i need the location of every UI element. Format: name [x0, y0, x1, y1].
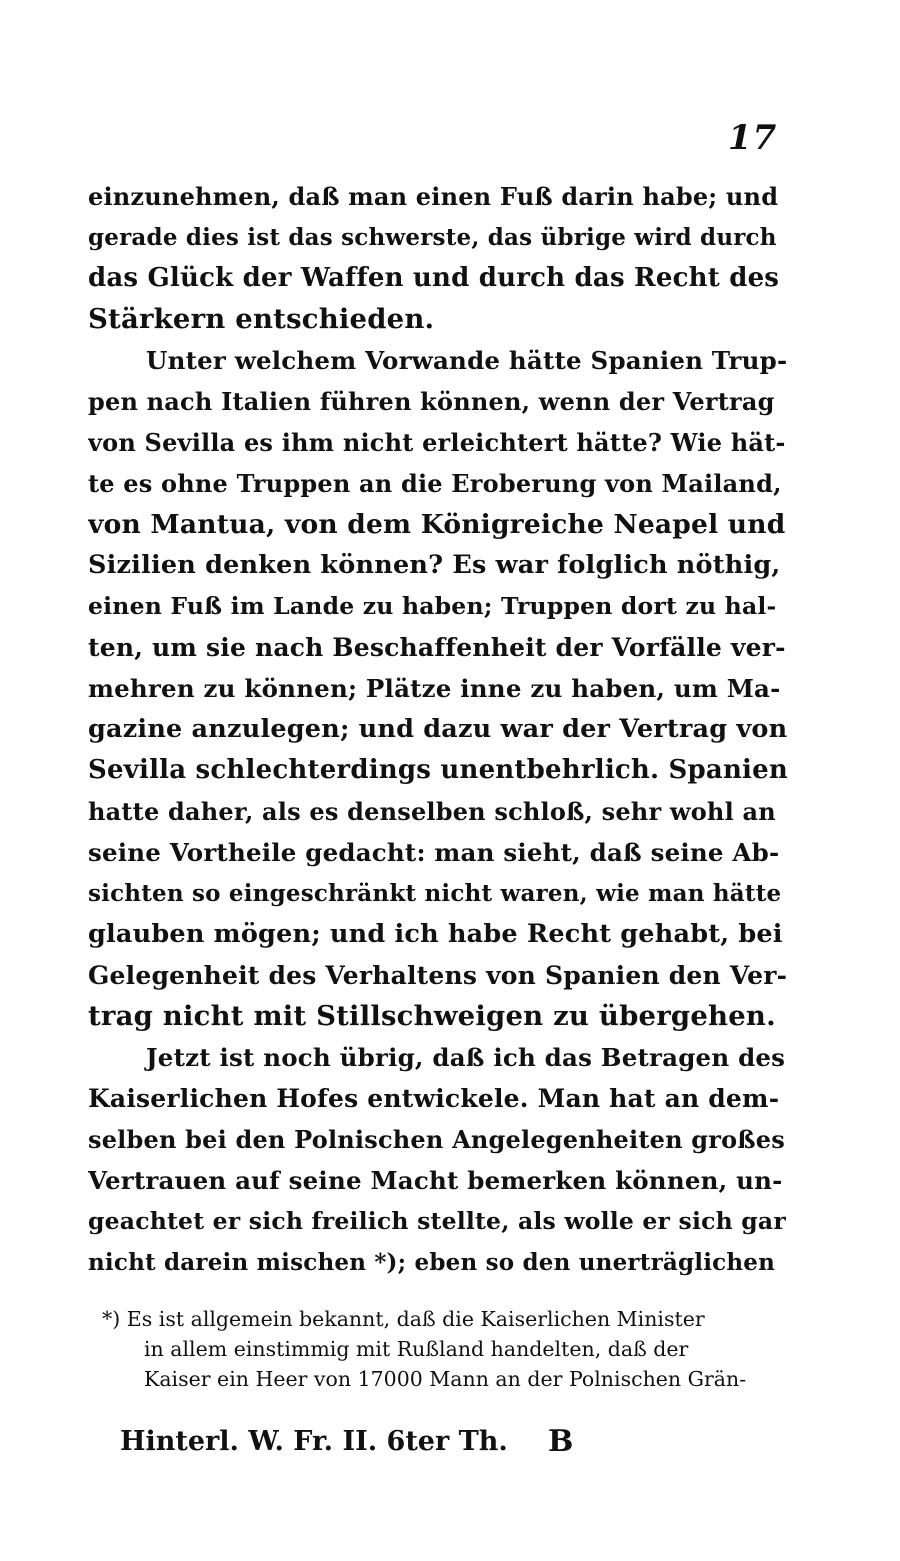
text-line: Sevilla schlechterdings unentbehrlich. Spanien	[88, 755, 788, 785]
text-line: selben bei den Polnischen Angelegenheiten großes	[88, 1125, 785, 1154]
footnote-line: Kaiser ein Heer von 17000 Mann an der Polnischen Grän-	[144, 1367, 747, 1391]
text-line: te es ohne Truppen an die Eroberung von Mailand,	[88, 469, 782, 498]
text-line: pen nach Italien führen können, wenn der Vertrag	[88, 387, 775, 416]
signature-letter: B	[548, 1424, 574, 1459]
text-line: ten, um sie nach Beschaffenheit der Vorfälle ver-	[88, 633, 786, 662]
signature-text: Hinterl. W. Fr. II. 6ter Th.	[120, 1426, 508, 1457]
page-number: 17	[728, 118, 778, 158]
text-line: hatte daher, als es denselben schloß, sehr wohl an	[88, 797, 776, 826]
text-line: glauben mögen; und ich habe Recht gehabt, bei	[88, 919, 783, 949]
paragraph-start-line: Jetzt ist noch übrig, daß ich das Betragen des	[146, 1043, 786, 1072]
text-line: nicht darein mischen *); eben so den unerträglichen	[88, 1249, 776, 1276]
text-line: mehren zu können; Plätze inne zu haben, um Ma-	[88, 674, 781, 703]
text-line: Sizilien denken können? Es war folglich nöthig,	[88, 550, 781, 580]
body-text	[88, 176, 788, 1283]
text-line: von Sevilla es ihm nicht erleichtert hätte? Wie hät-	[88, 428, 786, 457]
text-line: von Mantua, von dem Königreiche Neapel und	[88, 509, 786, 540]
text-line: Kaiserlichen Hofes entwickele. Man hat an dem-	[88, 1084, 780, 1113]
footnote-line: *) Es ist allgemein bekannt, daß die Kaiserlichen Minister	[102, 1307, 705, 1331]
footnote	[102, 1304, 792, 1394]
text-line: gerade dies ist das schwerste, das übrige wird durch	[88, 224, 777, 251]
text-line: Stärkern entschieden.	[88, 303, 435, 335]
text-line: seine Vortheile gedacht: man sieht, daß seine Ab-	[88, 838, 780, 867]
text-line: Vertrauen auf seine Macht bemerken können, un-	[88, 1166, 783, 1195]
text-line: trag nicht mit Stillschweigen zu übergehen.	[88, 1000, 776, 1032]
signature-line	[120, 1420, 790, 1464]
text-line: sichten so eingeschränkt nicht waren, wie man hätte	[88, 880, 782, 907]
footnote-line: in allem einstimmig mit Rußland handelten, daß der	[144, 1337, 689, 1361]
text-line: Gelegenheit des Verhaltens von Spanien den Ver-	[88, 961, 788, 990]
text-line: einzunehmen, daß man einen Fuß darin habe; und	[88, 182, 779, 211]
paragraph-start-line: Unter welchem Vorwande hätte Spanien Trup-	[146, 346, 788, 375]
text-line: das Glück der Waffen und durch das Recht des	[88, 263, 780, 293]
text-line: gazine anzulegen; und dazu war der Vertrag von	[88, 714, 788, 744]
text-line: geachtet er sich freilich stellte, als wolle er sich gar	[88, 1207, 786, 1235]
text-line: einen Fuß im Lande zu haben; Truppen dort zu hal-	[88, 592, 777, 620]
